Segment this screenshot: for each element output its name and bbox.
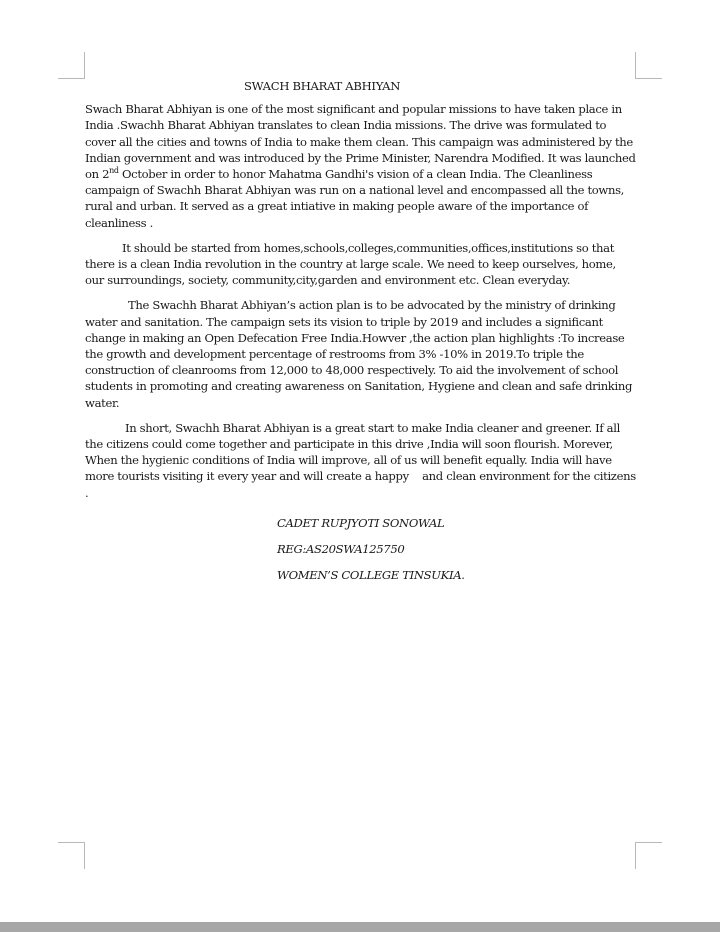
ordinal-superscript: nd [109, 166, 119, 176]
page-corner-mark-top-right [635, 52, 662, 79]
page-corner-mark-top-left [58, 52, 85, 79]
signature-name: CADET RUPJYOTI SONOWAL [277, 515, 445, 530]
document-title: SWACH BHARAT ABHIYAN [244, 79, 401, 93]
paragraph-1 [85, 101, 637, 231]
page-corner-mark-bottom-left [58, 842, 85, 869]
paragraph-2: It should be started from homes,schools,colleges,communities,offices,institutions so that there is a clean India revolution in the country at large scale. We need to keep ourselves, home, our surroundings, society, community,city,garden and environment etc. Clean everyday. [85, 240, 616, 288]
paragraph-3: The Swachh Bharat Abhiyan’s action plan is to be advocated by the ministry of drinking water and sanitation. The campaign sets its vision to triple by 2019 and includes a significant change in making an Open Defecation Free India.Howver ,the action plan highlights :To increase the growth and development percentage of restrooms from 3% -10% in 2019.To triple the construction of cleanrooms from 12,000 to 48,000 respectively. To aid the involvement of school students in promoting and creating awareness on Sanitation, Hygiene and clean and safe drinking water. [85, 298, 633, 410]
page-corner-mark-bottom-right [635, 842, 662, 869]
paragraph-1-text-start: Swach Bharat Abhiyan is one of the most significant and popular missions to have taken place in India .Swachh Bharat Abhiyan translates to clean India missions. The drive was formulated to cover all the cities and towns of India to make them clean. This campaign was administered by the Indian government and was introduced by the Prime Minister, Narendra Modified. It was launched on 2 [85, 102, 636, 182]
signature-block [277, 515, 637, 583]
paragraph-1-text-end: October in order to honor Mahatma Gandhi's vision of a clean India. The Cleanliness campaign of Swachh Bharat Abhiyan was run on a national level and encompassed all the towns, rural and urban. It served as a great intiative in making people aware of the importance of cleanliness . [85, 167, 625, 230]
document-body[interactable] [85, 78, 640, 593]
signature-college: WOMEN’S COLLEGE TINSUKIA. [277, 567, 465, 582]
bottom-scroll-bar [0, 922, 720, 932]
signature-registration: REG:AS20SWA125750 [277, 541, 405, 556]
paragraph-4: In short, Swachh Bharat Abhiyan is a great start to make India cleaner and greener. If all the citizens could come together and participate in this drive ,India will soon flourish. Morever, When the hygienic conditions of India will improve, all of us will benefit equally. India will have more tourists visiting it every year and will create a happy and clean environment for the citizens . [85, 420, 640, 500]
